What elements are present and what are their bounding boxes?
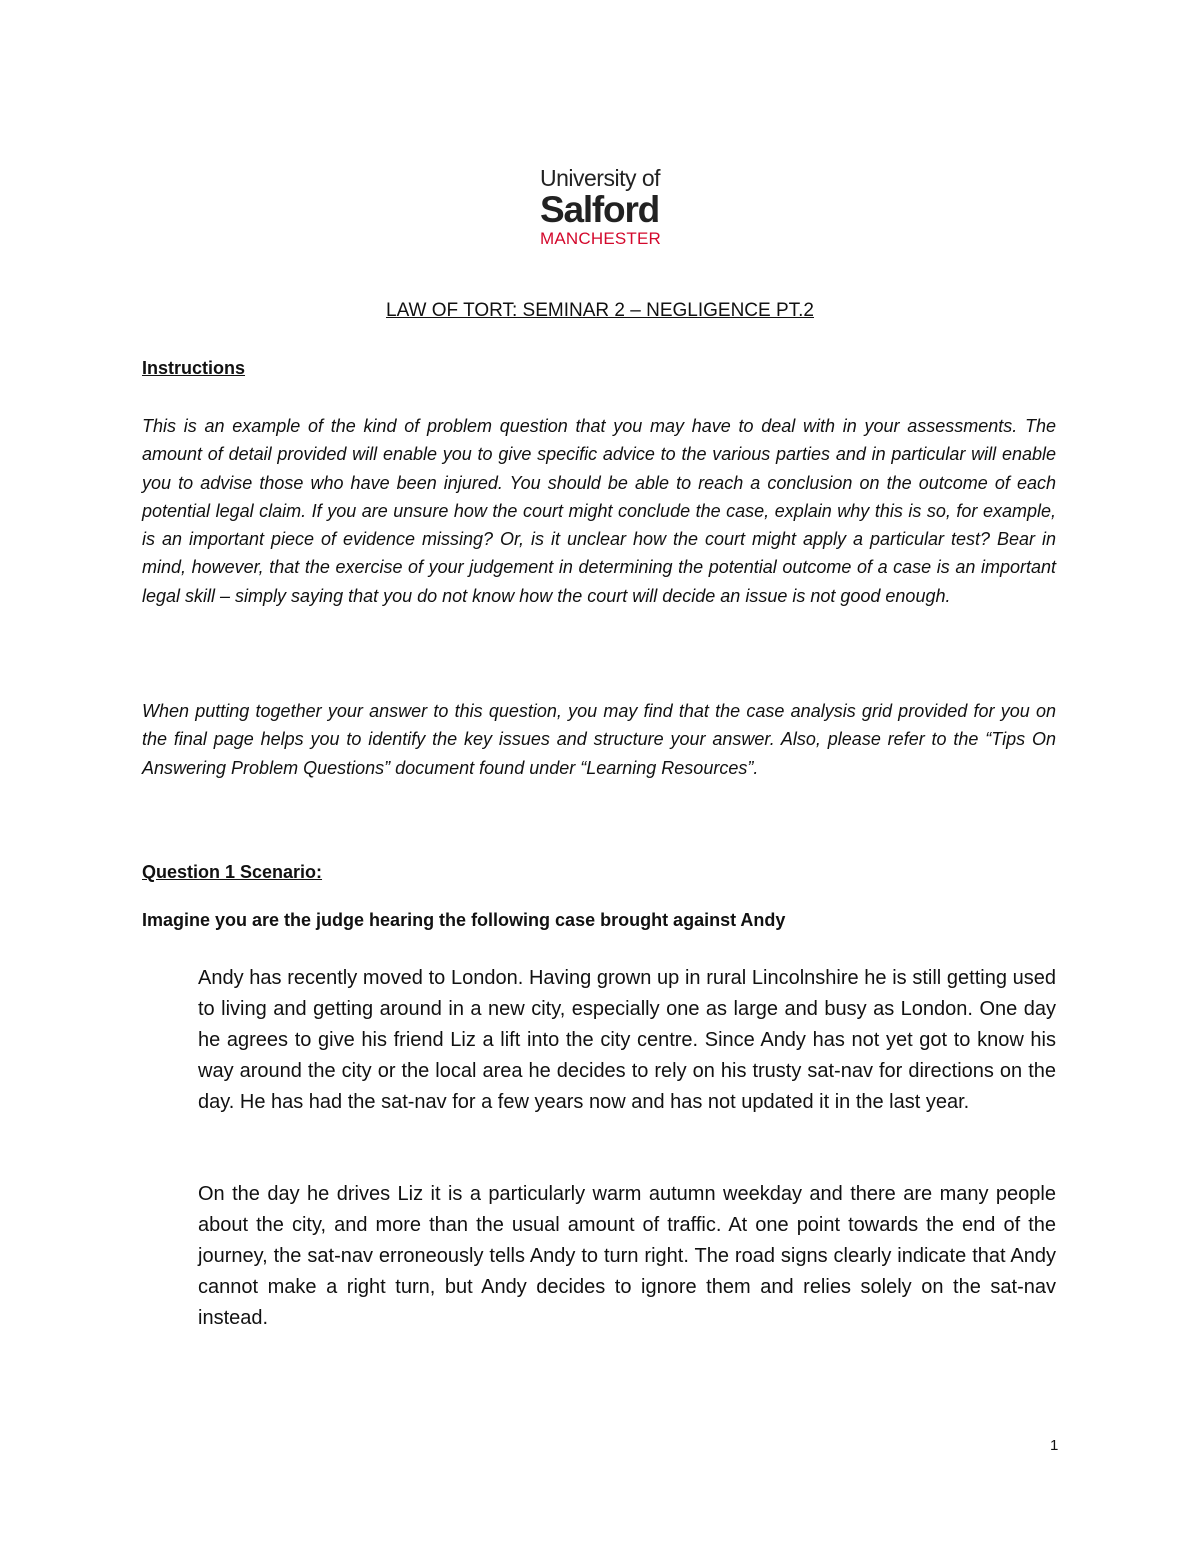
instructions-paragraph-1: This is an example of the kind of problem question that you may have to deal with in your assessments. The amount of detail provided will enable you to give specific advice to the various parties and in particular will enable you to advise those who have been injured. You should be able to reach a conclusion on the outcome of each potential legal claim. If you are unsure how the court might conclude the case, explain why this is so, for example, is an important piece of evidence missing? Or, is it unclear how the court might apply a particular test? Bear in mind, however, that the exercise of your judgement in determining the potential outcome of a case is an important legal skill – simply saying that you do not know how the court will decide an issue is not good enough.	[142, 416, 1056, 606]
document-title: LAW OF TORT: SEMINAR 2 – NEGLIGENCE PT.2	[386, 300, 814, 321]
instructions-heading: Instructions	[142, 358, 246, 378]
logo-salford: Salford	[540, 189, 660, 230]
logo-manchester: MANCHESTER	[540, 229, 662, 248]
instructions-paragraph-2: When putting together your answer to this question, you may find that the case analysis grid provided for you on the final page helps you to identify the key issues and structure your answer. Also, please refer to the “Tips On Answering Problem Questions” document found under “Learning Resources”.	[142, 701, 1056, 778]
question-1-intro: Imagine you are the judge hearing the following case brought against Andy	[142, 910, 786, 930]
scenario-paragraph-2: On the day he drives Liz it is a particularly warm autumn weekday and there are many people about the city, and more than the usual amount of traffic. At one point towards the end of the journey, the sat-nav erroneously tells Andy to turn right. The road signs clearly indicate that Andy cannot make a right turn, but Andy decides to ignore them and relies solely on the sat-nav instead.	[198, 1183, 1056, 1329]
logo-university-of: University of	[540, 165, 661, 191]
question-1-heading: Question 1 Scenario:	[142, 862, 323, 882]
page-number: 1	[1050, 1437, 1059, 1454]
scenario-paragraph-1: Andy has recently moved to London. Having grown up in rural Lincolnshire he is still getting used to living and getting around in a new city, especially one as large and busy as London. One day he agrees to give his friend Liz a lift into the city centre. Since Andy has not yet got to know his way around the city or the local area he decides to rely on his trusty sat-nav for directions on the day. He has had the sat-nav for a few years now and has not updated it in the last year.	[198, 967, 1056, 1113]
university-logo	[540, 167, 680, 247]
